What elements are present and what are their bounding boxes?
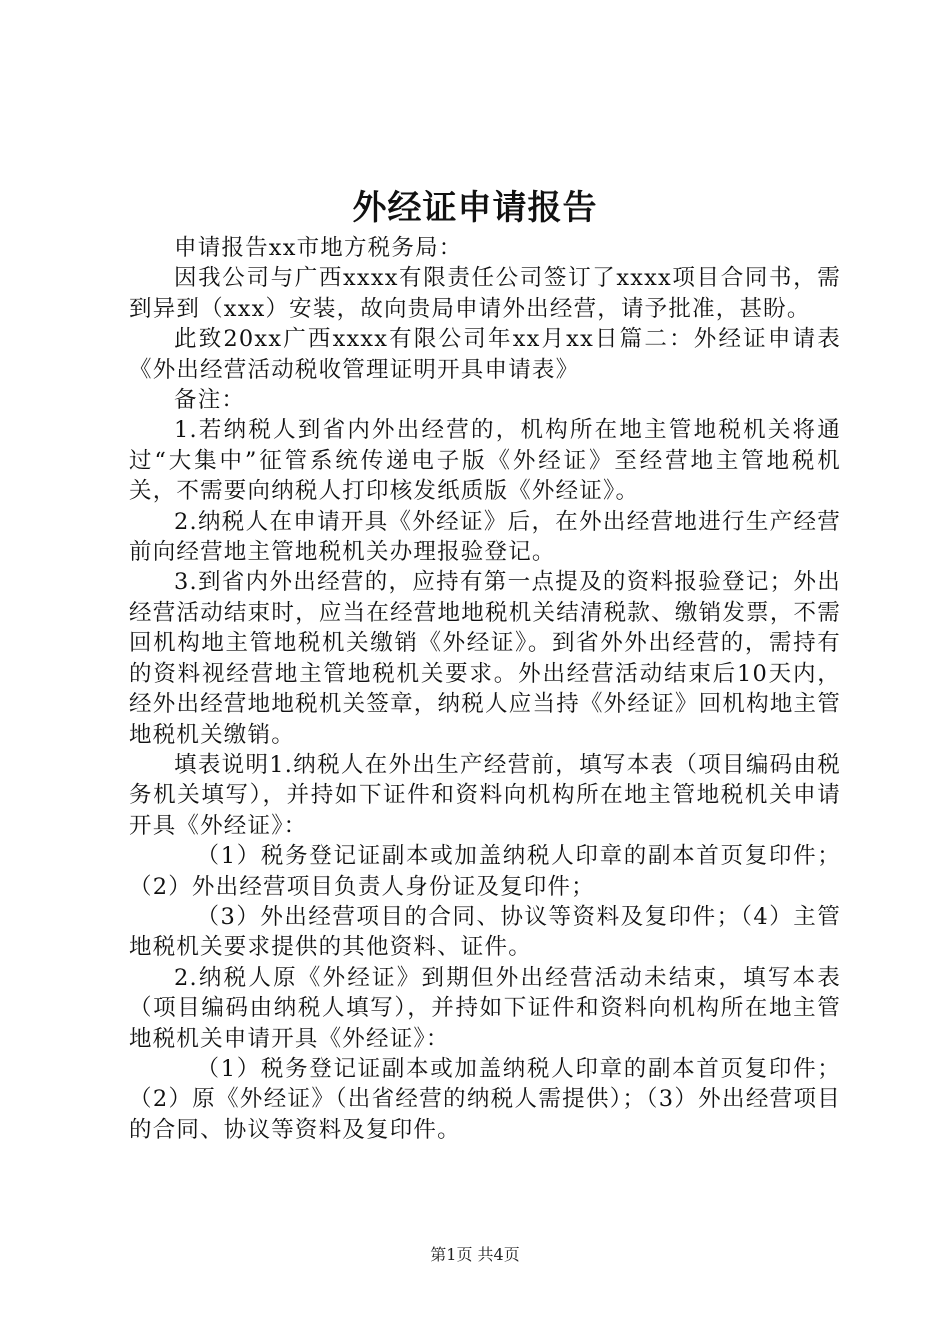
paragraph: 1.若纳税人到省内外出经营的，机构所在地主管地税机关将通过“大集中”征管系统传递电子版《外经证》至经营地主管地税机关，不需要向纳税人打印核发纸质版《外经证》。 [129,417,841,505]
paragraph: （1）税务登记证副本或加盖纳税人印章的副本首页复印件；（2）原《外经证》（出省经营的纳税人需提供）；（3）外出经营项目的合同、协议等资料及复印件。 [129,1055,841,1143]
document-title: 外经证申请报告 [352,188,598,228]
paragraph: 备注： [174,387,246,414]
paragraph: 申请报告xx市地方税务局： [174,235,463,261]
document-body [129,233,841,1145]
paragraph: （3）外出经营项目的合同、协议等资料及复印件；（4）主管地税机关要求提供的其他资料、证件。 [129,903,841,961]
paragraph: 填表说明1.纳税人在外出生产经营前，填写本表（项目编码由税务机关填写），并持如下证件和资料向机构所在地主管地税机关申请开具《外经证》： [129,751,841,839]
page-number-footer: 第1页 共4页 [430,1245,520,1264]
paragraph: （1）税务登记证副本或加盖纳税人印章的副本首页复印件；（2）外出经营项目负责人身份证及复印件； [129,843,841,900]
paragraph: 3.到省内外出经营的，应持有第一点提及的资料报验登记；外出经营活动结束时，应当在经营地地税机关结清税款、缴销发票，不需回机构地主管地税机关缴销《外经证》。到省外外出经营的，需持有的资料视经营地主管地税机关要求。外出经营活动结束后10天内，经外出经营地地税机关签章，纳税人应当持《外经证》回机构地主管地税机关缴销。 [129,569,841,748]
paragraph: 因我公司与广西xxxx有限责任公司签订了xxxx项目合同书，需到异到（xxx）安装，故向贵局申请外出经营，请予批准，甚盼。 [129,265,841,322]
paragraph: 2.纳税人在申请开具《外经证》后，在外出经营地进行生产经营前向经营地主管地税机关办理报验登记。 [129,508,841,566]
paragraph: 此致20xx广西xxxx有限公司年xx月xx日篇二：外经证申请表《外出经营活动税收管理证明开具申请表》 [129,326,841,383]
paragraph: 2.纳税人原《外经证》到期但外出经营活动未结束，填写本表（项目编码由纳税人填写），并持如下证件和资料向机构所在地主管地税机关申请开具《外经证》： [129,964,841,1052]
